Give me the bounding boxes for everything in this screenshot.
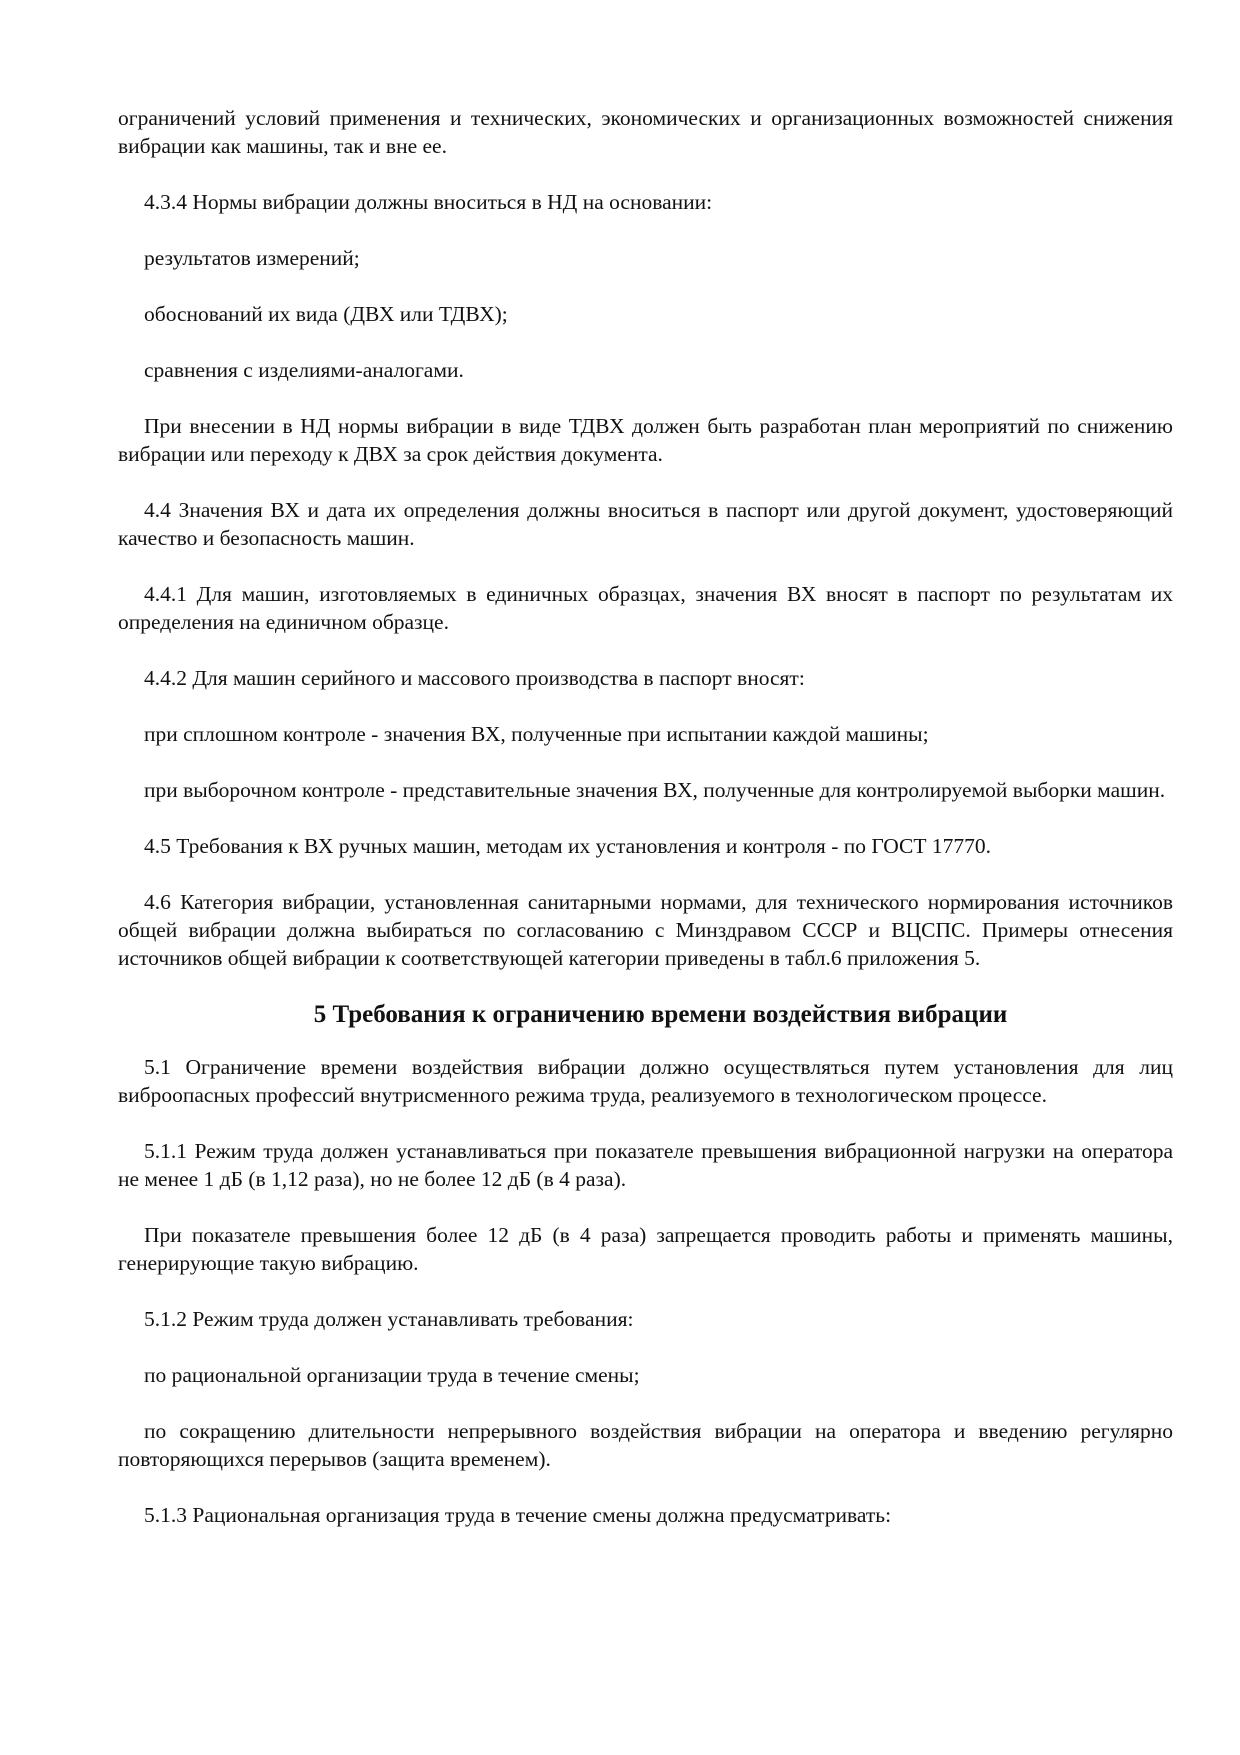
paragraph-5-1-3: 5.1.3 Рациональная организация труда в течение смены должна предусматривать: <box>144 1503 892 1527</box>
paragraph-5-1-2: 5.1.2 Режим труда должен устанавливать требования: <box>144 1307 634 1331</box>
list-item-selective-control: при выборочном контроле - представительные значения ВХ, полученные для контролируемой выборки машин. <box>144 778 1166 802</box>
document-page <box>118 104 1173 1557</box>
paragraph-tdvh-plan: При внесении в НД нормы вибрации в виде ТДВХ должен быть разработан план мероприятий по снижению вибрации или переходу к ДВХ за срок действия документа. <box>118 414 1173 466</box>
paragraph-4-4-1: 4.4.1 Для машин, изготовляемых в единичных образцах, значения ВХ вносят в паспорт по результатам их определения на единичном образце. <box>118 582 1173 634</box>
list-item-comparison: сравнения с изделиями-аналогами. <box>144 358 464 382</box>
paragraph-4-5: 4.5 Требования к ВХ ручных машин, методам их установления и контроля - по ГОСТ 17770. <box>144 834 992 858</box>
list-item-full-control: при сплошном контроле - значения ВХ, полученные при испытании каждой машины; <box>144 722 929 746</box>
paragraph-5-1: 5.1 Ограничение времени воздействия вибрации должно осуществляться путем установления для лиц виброопасных профессий внутрисменного режима труда, реализуемого в технологическом процессе. <box>118 1055 1173 1107</box>
list-item-reduce-duration: по сокращению длительности непрерывного воздействия вибрации на оператора и введению регулярно повторяющихся перерывов (защита временем). <box>118 1419 1173 1471</box>
paragraph-excess-ban: При показателе превышения более 12 дБ (в 4 раза) запрещается проводить работы и применять машины, генерирующие такую вибрацию. <box>118 1223 1173 1275</box>
paragraph-5-1-1: 5.1.1 Режим труда должен устанавливаться при показателе превышения вибрационной нагрузки на оператора не менее 1 дБ (в 1,12 раза), но не более 12 дБ (в 4 раза). <box>118 1139 1173 1191</box>
list-item-justification: обоснований их вида (ДВХ или ТДВХ); <box>144 302 508 326</box>
paragraph-4-3-4: 4.3.4 Нормы вибрации должны вноситься в НД на основании: <box>144 190 713 214</box>
paragraph-4-6: 4.6 Категория вибрации, установленная санитарными нормами, для технического нормирования источников общей вибрации должна выбираться по согласованию с Минздравом СССР и ВЦСПС. Примеры отнесения источников общей вибрации к соответствующей категории приведены в табл.6 приложения 5. <box>118 890 1173 970</box>
list-item-rational-organization: по рациональной организации труда в течение смены; <box>144 1363 640 1387</box>
section-heading: 5 Требования к ограничению времени воздействия вибрации <box>313 1001 1008 1028</box>
paragraph-4-4-2: 4.4.2 Для машин серийного и массового производства в паспорт вносят: <box>144 666 805 690</box>
list-item-measurements: результатов измерений; <box>144 246 360 270</box>
paragraph-continuation: ограничений условий применения и технических, экономических и организационных возможностей снижения вибрации как машины, так и вне ее. <box>118 106 1173 158</box>
paragraph-4-4: 4.4 Значения ВХ и дата их определения должны вноситься в паспорт или другой документ, удостоверяющий качество и безопасность машин. <box>118 498 1173 550</box>
